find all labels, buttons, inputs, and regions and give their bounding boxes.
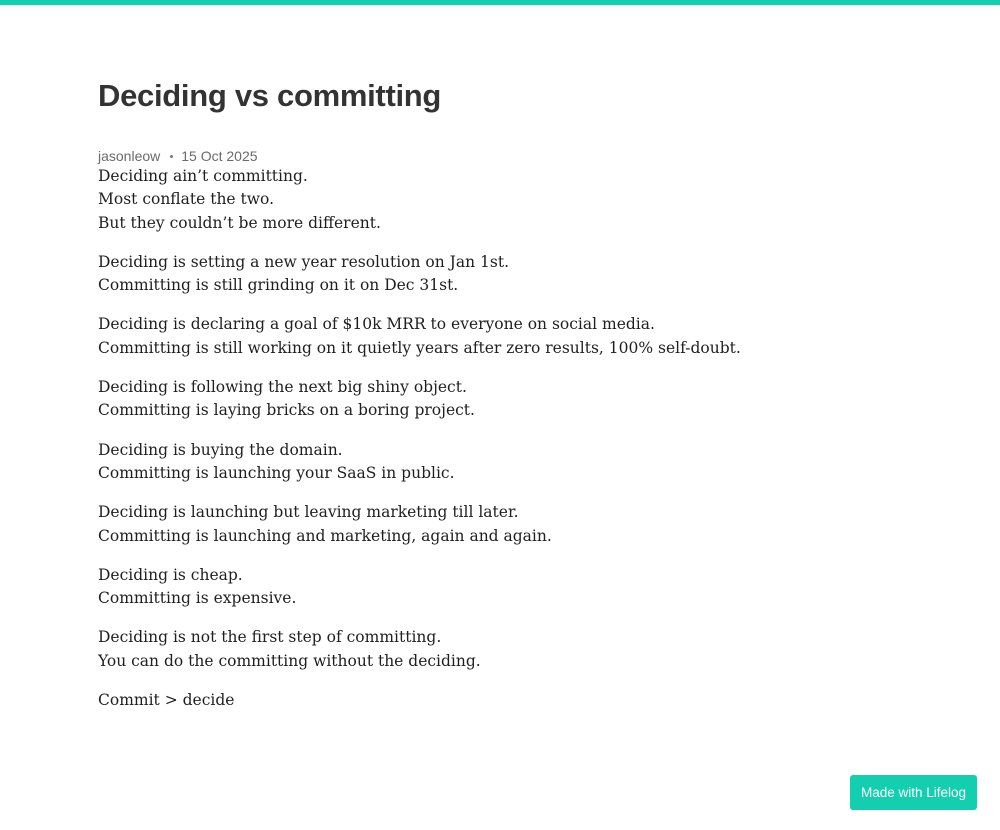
post-line: Deciding is following the next big shiny object. — [98, 378, 467, 397]
post-line: Deciding is setting a new year resolution on Jan 1st. — [98, 252, 509, 271]
post-line: Deciding is cheap. — [98, 565, 243, 584]
post-line: Deciding is launching but leaving marketing till later. — [98, 503, 519, 522]
post-line: Committing is launching and marketing, again and again. — [98, 526, 552, 545]
post-line: Committing is expensive. — [98, 589, 297, 608]
post-line: Committing is still grinding on it on Dec 31st. — [98, 276, 459, 295]
post-article — [98, 76, 878, 728]
post-paragraph — [98, 689, 878, 712]
post-line: Committing is still working on it quietly years after zero results, 100% self-doubt. — [98, 338, 741, 357]
post-title: Deciding vs committing — [98, 78, 442, 113]
post-line: Most conflate the two. — [98, 190, 275, 209]
post-line: Deciding is buying the domain. — [98, 440, 343, 459]
post-line: Deciding is declaring a goal of $10k MRR to everyone on social media. — [98, 315, 655, 334]
post-paragraph — [98, 564, 878, 611]
post-paragraph — [98, 313, 878, 360]
made-with-lifelog-button[interactable]: Made with Lifelog — [850, 775, 977, 810]
meta-separator-dot — [170, 155, 173, 158]
post-line: Committing is launching your SaaS in public. — [98, 463, 455, 482]
post-line: Committing is laying bricks on a boring project. — [98, 401, 475, 420]
post-body — [98, 165, 878, 712]
post-date: 15 Oct 2025 — [181, 148, 258, 164]
post-author[interactable]: jasonleow — [98, 148, 161, 164]
post-meta — [98, 147, 878, 165]
post-line: Deciding ain’t committing. — [98, 167, 308, 185]
post-paragraph — [98, 501, 878, 548]
post-paragraph — [98, 376, 878, 423]
post-line: You can do the committing without the deciding. — [98, 651, 481, 670]
post-paragraph — [98, 439, 878, 486]
post-paragraph — [98, 626, 878, 673]
top-accent-bar — [0, 0, 1000, 5]
post-paragraph — [98, 251, 878, 298]
post-line: Deciding is not the first step of committing. — [98, 628, 442, 647]
post-line: Commit > decide — [98, 691, 235, 710]
post-paragraph — [98, 165, 878, 235]
post-line: But they couldn’t be more different. — [98, 213, 381, 232]
